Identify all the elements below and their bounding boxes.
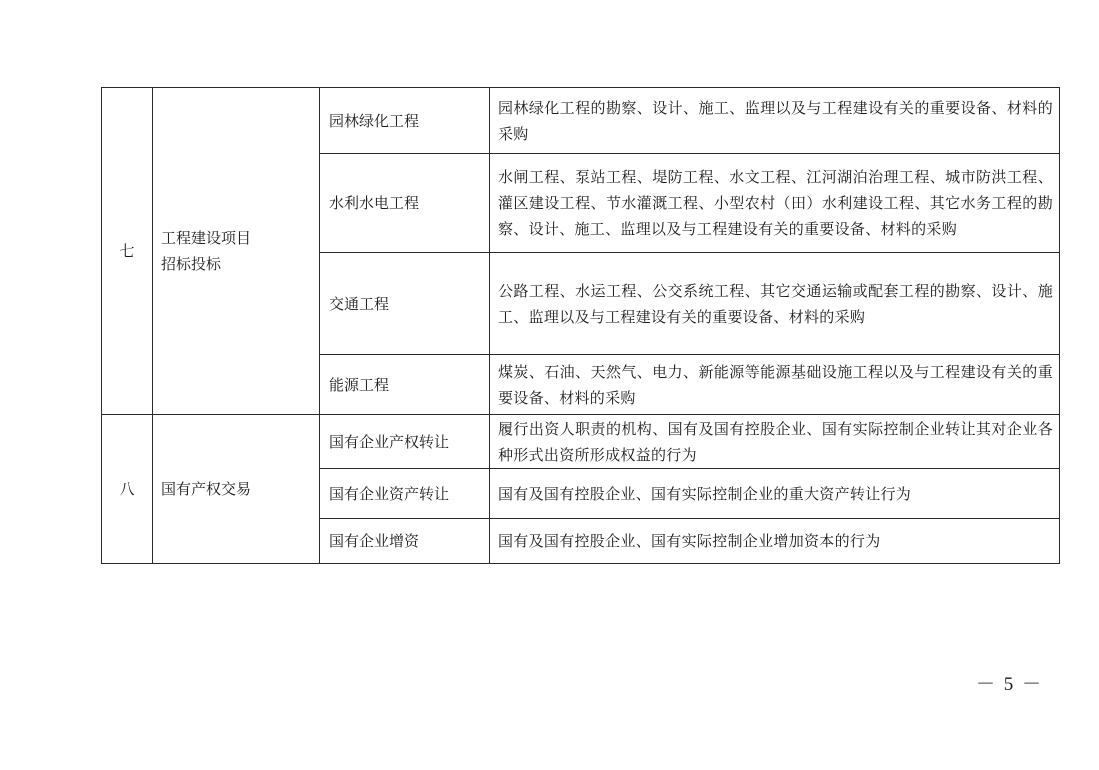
item-description: 国有及国有控股企业、国有实际控制企业的重大资产转让行为 [490, 469, 1060, 519]
item-description: 公路工程、水运工程、公交系统工程、其它交通运输或配套工程的勘察、设计、施工、监理以及与工程建设有关的重要设备、材料的采购 [490, 253, 1060, 355]
item-name: 交通工程 [320, 253, 490, 355]
group-category: 工程建设项目招标投标 [161, 229, 252, 273]
item-description: 煤炭、石油、天然气、电力、新能源等能源基础设施工程以及与工程建设有关的重要设备、材料的采购 [490, 355, 1060, 415]
table-row [102, 415, 1060, 469]
table-row [102, 88, 1060, 154]
item-description: 园林绿化工程的勘察、设计、施工、监理以及与工程建设有关的重要设备、材料的采购 [490, 88, 1060, 154]
trading-items-table [101, 87, 1060, 564]
item-name: 国有企业增资 [320, 519, 490, 564]
page-number: － 5 － [976, 674, 1044, 695]
group-category-cell [153, 88, 320, 415]
item-name: 能源工程 [320, 355, 490, 415]
group-category: 国有产权交易 [153, 415, 320, 564]
item-name: 园林绿化工程 [320, 88, 490, 154]
item-name: 国有企业产权转让 [320, 415, 490, 469]
item-name: 水利水电工程 [320, 154, 490, 253]
item-name: 国有企业资产转让 [320, 469, 490, 519]
item-description: 水闸工程、泵站工程、堤防工程、水文工程、江河湖泊治理工程、城市防洪工程、灌区建设工程、节水灌溉工程、小型农村（田）水利建设工程、其它水务工程的勘察、设计、施工、监理以及与工程建设有关的重要设备、材料的采购 [490, 154, 1060, 253]
item-description: 国有及国有控股企业、国有实际控制企业增加资本的行为 [490, 519, 1060, 564]
group-number: 八 [102, 415, 153, 564]
item-description: 履行出资人职责的机构、国有及国有控股企业、国有实际控制企业转让其对企业各种形式出资所形成权益的行为 [490, 415, 1060, 469]
group-number: 七 [102, 88, 153, 415]
